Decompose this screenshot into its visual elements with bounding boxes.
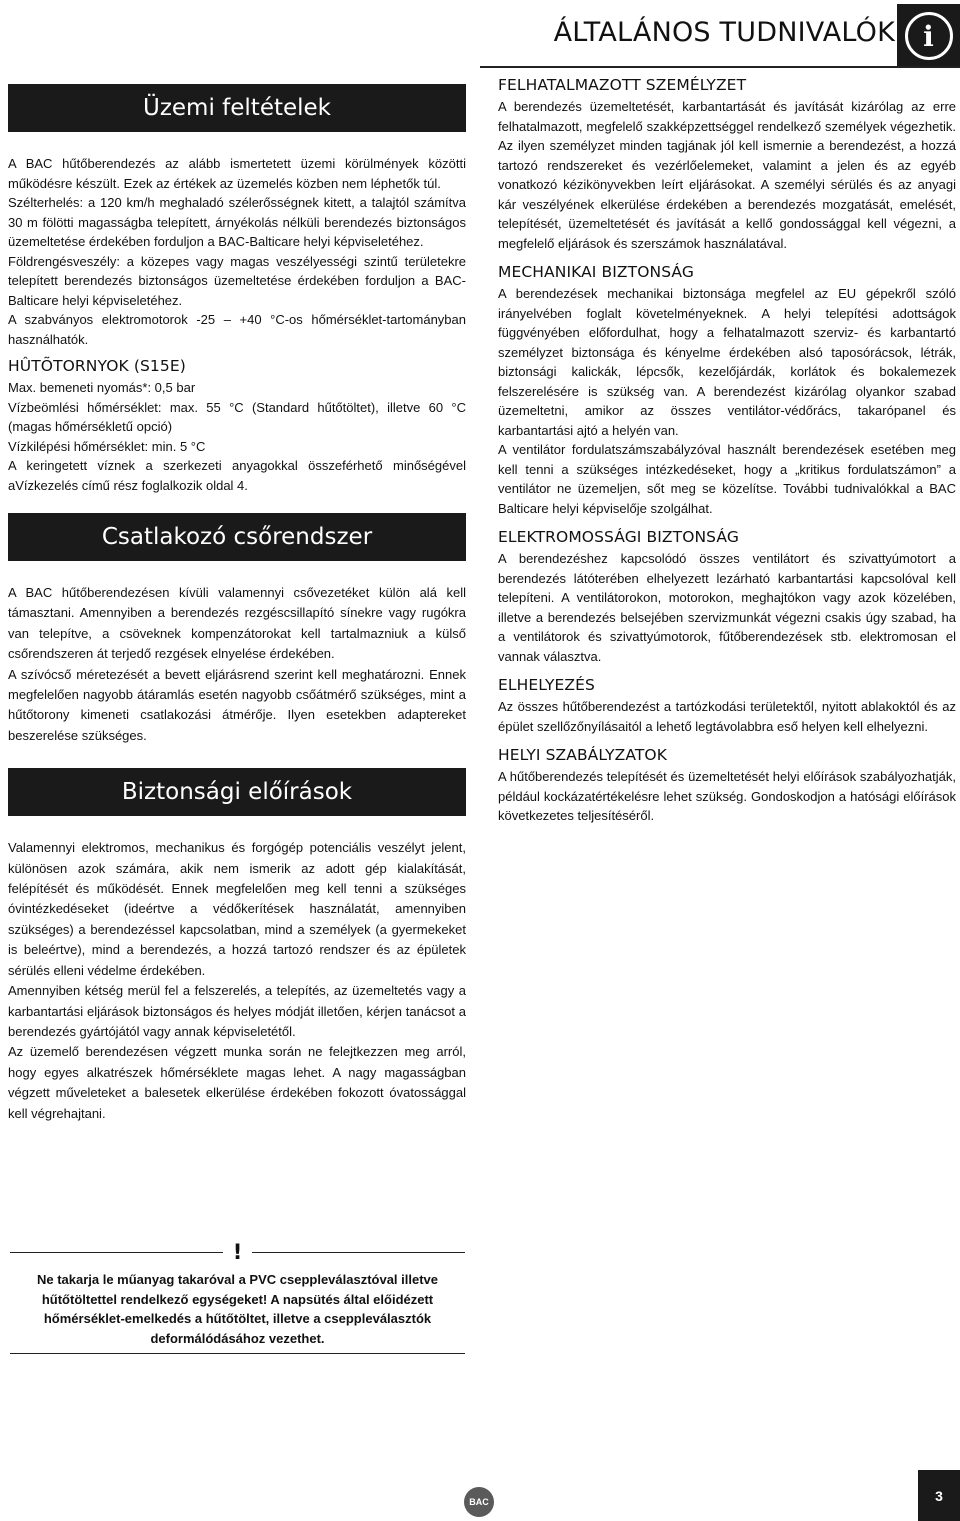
section-banner-piping: Csatlakozó csőrendszer — [8, 513, 466, 561]
info-icon: i — [905, 12, 953, 60]
paragraph-safety-hazards: Valamennyi elektromos, mechanikus és forgógép potenciális veszélyt jelent, különösen azok számára, akik nem ismerik az adott gép kialakítását, felépítését és működését. Ennek megfelelően meg kell tenni a szükséges óvintézkedéseket (ideértve a védőkerítések használatát, amennyiben szükséges) a berendezéssel kapcsolatban, mind a személyek (a gyermekeket is beleértve), mind a berendezés, a hozzá tartozó rendszer és az épületek sérülés elleni védelme érdekében. — [8, 840, 466, 978]
warning-text: Ne takarja le műanyag takaróval a PVC cseppleválasztóval illetve hűtőtöltettel rendelkező egységeket! A napsütés által előidézett hőmérséklet-emelkedés a hűtőtöltet, illetve a cseppleválasztók deformálódásához vezethet. — [36, 1272, 439, 1346]
spec-outlet-temperature: Vízkilépési hőmérséklet: min. 5 °C — [8, 438, 206, 454]
spec-inlet-temperature: Vízbeömlési hőmérséklet: max. 55 °C (Standard hűtőtöltet), illetve 60 °C (magas hőmérsékletű opció) — [8, 399, 466, 434]
paragraph-wind-load: Szélterhelés: a 120 km/h meghaladó szélerősségnek kitett, a talajtól számítva 30 m fölötti magasságba telepített, árnyékolás nélküli berendezés biztonságos üzemeltetése érdekében forduljon a BAC-Balticare helyi képviseletéhez. — [8, 195, 466, 249]
warning-box — [10, 1240, 465, 1354]
left-column — [8, 84, 466, 1124]
section-banner-safety: Biztonsági előírások — [8, 768, 466, 816]
header-divider — [480, 66, 960, 68]
info-icon-box — [897, 4, 960, 68]
spec-max-pressure: Max. bemeneti nyomás*: 0,5 bar — [8, 380, 196, 395]
paragraph-location: Az összes hűtőberendezést a tartózkodási területektől, nyitott ablakoktól és az épület szellőzőnyílásaitól a lehető legtávolabbra eső helyen kell elhelyezni. — [498, 699, 956, 734]
page-number: 3 — [918, 1470, 960, 1521]
paragraph-earthquake: Földrengésveszély: a közepes vagy magas veszélyességi szintű területekre telepített berendezés biztonságos üzemeltetése érdekében forduljon a BAC-Balticare helyi képviseletéhez. — [8, 253, 466, 308]
paragraph-suction-pipe: A szívócső méretezését a bevett eljárásrend szerint kell meghatározni. Ennek megfelelően nagyobb átáramlás esetén nagyobb csőátmérő szükséges, mint a hűtőtorony kimeneti csatlakozási átmérője. Ilyen esetekben adaptereket beszerelése szükséges. — [8, 666, 466, 743]
heading-authorized-personnel: FELHATALMAZOTT SZEMÉLYZET — [498, 76, 747, 94]
warning-top-rule — [10, 1240, 465, 1264]
paragraph-fan-speed: A ventilátor fordulatszámszabályzóval használt berendezések esetében meg kell tenni a szükséges intézkedéseket, hogy a „kritikus fordulatszámon” a ventilátor ne üzemeljen, sőt meg se közelítse. További tudnivalókkal a BAC Balticare helyi képviselője szolgálhat. — [498, 442, 956, 516]
page-header-title: ÁLTALÁNOS TUDNIVALÓK — [553, 17, 895, 48]
bac-logo: BAC — [464, 1487, 494, 1517]
paragraph-local-regulations: A hűtőberendezés telepítését és üzemeltetését helyi előírások szabályozhatják, például kockázatértékelésre lehet szükség. Gondoskodjon a hatósági előírások következetes teljesítéséről. — [498, 769, 956, 823]
section-banner-operating-conditions: Üzemi feltételek — [8, 84, 466, 132]
heading-cooling-towers: HÛTÕTORNYOK (S15E) — [8, 357, 186, 375]
exclamation-icon: ! — [232, 1240, 243, 1264]
heading-electrical-safety: ELEKTROMOSSÁGI BIZTONSÁG — [498, 528, 739, 546]
paragraph-electrical-safety: A berendezéshez kapcsolódó összes ventilátort és szivattyúmotort a berendezés látóterében elhelyezett lezárható karbantartási kapcsolóval kell telepíteni. A ventilátorokon, motorokon, meghajtókon vagy azok közelében, illetve a berendezés belsejében szervizmunkát végezni csakis úgy szabad, ha a ventilátorok és szivattyúmotorok, fűtőberendezések stb. elektromosan el vannak választva. — [498, 551, 956, 664]
paragraph-mechanical-safety: A berendezések mechanikai biztonsága megfelel az EU gépekről szóló irányelvében foglalt követelményeknek. A helyi telepítési adottságok függvényében előfordulhat, hogy a felhatalmazott szerviz- és karbantartó személyzet biztonsága és kényelme érdekében alsó taposórácsok, létrák, biztonsági kalickák, lépcsők, kezelőjárdák, korlátok és bokalemezek felszerelésére is szükség van. A berendezést kizárólag olyankor szabad üzemeltetni, amikor az összes ventilátor-védőrács, takarópanel és karbantartási ajtó a helyén van. — [498, 286, 956, 438]
paragraph-operating-intro: A BAC hűtőberendezés az alább ismertetett üzemi körülmények közötti működésre készült. Ezek az értékek az üzemelés közben nem léphetők túl. — [8, 156, 466, 191]
right-column — [498, 76, 956, 826]
heading-location: ELHELYEZÉS — [498, 676, 595, 694]
warning-bottom-rule — [10, 1353, 465, 1354]
paragraph-piping-support: A BAC hűtőberendezésen kívüli valamennyi csővezetéket külön alá kell támasztani. Amennyiben a berendezés rezgéscsillapító sínekre vagy rugókra van telepítve, a csöveknek kompenzátorokat kell tartalmazniuk a külső csőrendszeren át terjedő rezgések elnyelése érdekében. — [8, 585, 466, 662]
paragraph-authorized-personnel: A berendezés üzemeltetését, karbantartását és javítását kizárólag az erre felhatalmazott, megfelelő szakképzettséggel rendelkező személyek végezhetik. Az ilyen személyzet minden tagjának jól kell ismernie a berendezést, a hozzá tartozó rendszereket és vezérlőelemeket, valamint a jelen és az egyéb vonatkozó kézikönyvekben leírt eljárásokat. A személyi sérülés és az anyagi kár veszélyének elkerülése érdekében a berendezés mozgatását, emelését, telepítését, üzemeltetését és javítását a kellő gondossággal kell végezni, a megfelelő eljárások és szerszámok használatával. — [498, 99, 956, 251]
paragraph-safety-doubts: Amennyiben kétség merül fel a felszerelés, a telepítés, az üzemeltetés vagy a karbantartási eljárások biztonságos és helyes módját illetően, kérjen tanácsot a berendezés gyártójától vagy annak képviseletétől. — [8, 983, 466, 1039]
paragraph-motors: A szabványos elektromotorok -25 – +40 °C-os hőmérséklet-tartományban használhatók. — [8, 312, 466, 347]
paragraph-safety-hot-parts: Az üzemelő berendezésen végzett munka során ne felejtkezzen meg arról, hogy egyes alkatrészek hőmérséklete magas lehet. A nagy magasságban végzett műveleteket a balesetek elkerülése érdekében fokozott óvatossággal kell végrehajtani. — [8, 1044, 466, 1121]
spec-water-quality: A keringetett víznek a szerkezeti anyagokkal összeférhető minőségével aVízkezelés című rész foglalkozik oldal 4. — [8, 458, 466, 493]
heading-mechanical-safety: MECHANIKAI BIZTONSÁG — [498, 263, 694, 281]
heading-local-regulations: HELYI SZABÁLYZATOK — [498, 746, 667, 764]
